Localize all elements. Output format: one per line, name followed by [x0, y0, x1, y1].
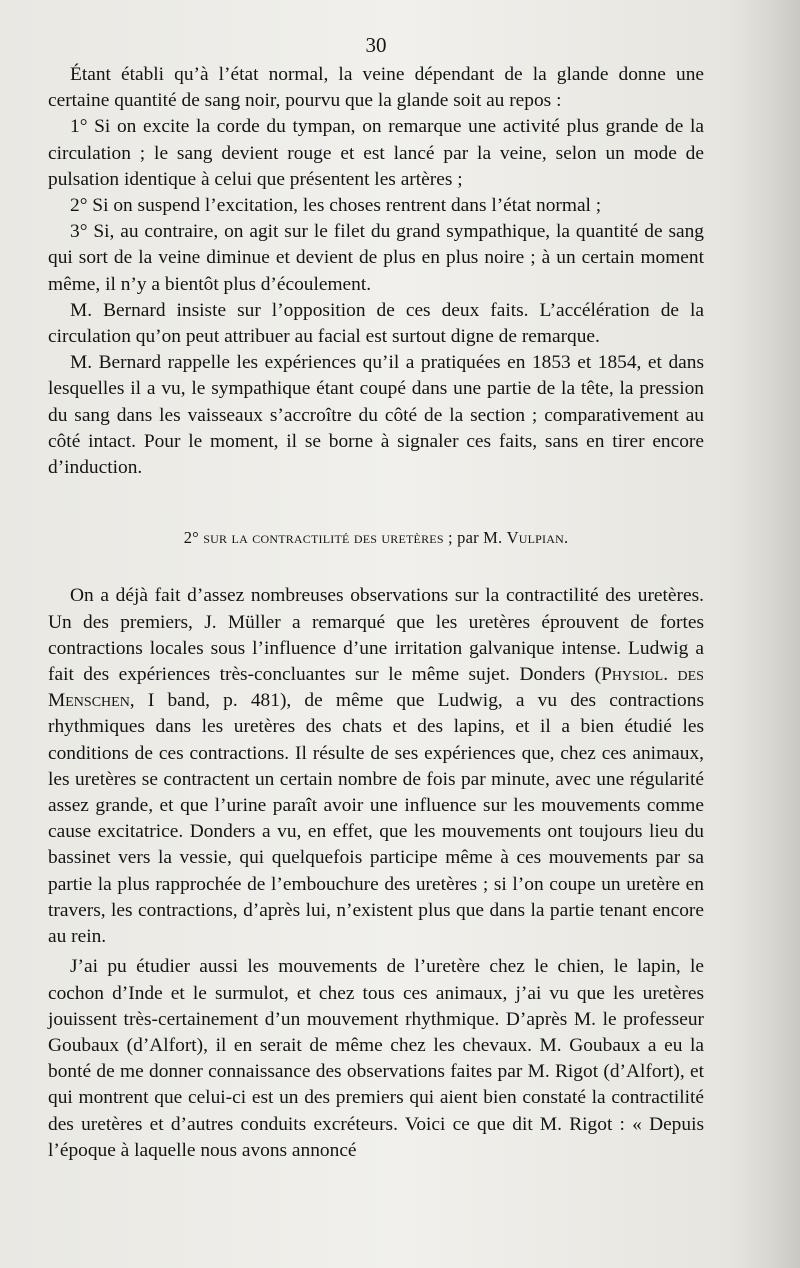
- donders-text-start: Donders (: [519, 664, 602, 686]
- section-title: sur la contractilité des uretères ;: [203, 528, 453, 548]
- section-author: Vulpian.: [506, 528, 569, 548]
- donders-text-rest: I band, p. 481), de même que Ludwig, a vu des contractions rhythmiques dans les uretères des chats et des lapins, et il a bien étudié les conditions de ces contractions. Il résulte de ses expériences que, chez ces animaux, les uretères se contractent un certain nombre de fois par minute, avec une régularité assez grande, et que l’urine paraît avoir une influence sur les mouvements comme cause excitatrice. Donders a vu, en effet, que les mouvements ont toujours lieu du bassinet vers la vessie, qui quelquefois participe même à ces mouvements par sa partie la plus rapprochée de l’embouchure des uretères ; si l’on coupe un uretère en travers, les contractions, d’après lui, n’existent plus que dans la partie tenant encore au rein.: [48, 690, 704, 948]
- page-number: 30: [365, 33, 387, 57]
- page-edge-shadow: [730, 0, 800, 1268]
- paragraph-text: On a déjà fait d’assez nombreuses observations sur la contractilité des uretères. Un des premiers, J. Müller a remarqué que les uretères éprouvent de fortes contractions locales sous l’influence d’une irritation galvanique intense. Ludwig a fait des expériences très-concluantes sur le même sujet.: [48, 585, 704, 686]
- paragraph: 2° Si on suspend l’excitation, les choses rentrent dans l’état normal ;: [70, 195, 602, 217]
- citation-title-cont: des Menschen,: [48, 664, 704, 712]
- paragraph: Étant établi qu’à l’état normal, la veine dépendant de la glande donne une certaine quantité de sang noir, pourvu que la glande soit au repos :: [48, 64, 704, 112]
- citation-title: Physiol.: [601, 664, 669, 686]
- section-heading: [48, 525, 704, 551]
- paragraph: 3° Si, au contraire, on agit sur le filet du grand sympathique, la quantité de sang qui sort de la veine diminue et devient de plus en plus noire ; à un certain moment même, il n’y a bientôt plus d’écoulement.: [48, 221, 704, 295]
- section-number: 2°: [183, 528, 199, 548]
- paragraph: M. Bernard insiste sur l’opposition de ces deux faits. L’accélération de la circulation qu’on peut attribuer au facial est surtout digne de remarque.: [48, 299, 704, 348]
- paragraph: M. Bernard rappelle les expériences qu’il a pratiquées en 1853 et 1854, et dans lesquelles il a vu, le sympathique étant coupé dans une partie de la tête, la pression du sang dans les vaisseaux s’accroître du côté de la section ; comparativement au côté intact. Pour le moment, il se borne à signaler ces faits, sans en tirer encore d’induction.: [48, 352, 704, 479]
- paragraph: 1° Si on excite la corde du tympan, on remarque une activité plus grande de la circulation ; le sang devient rouge et est lancé par la veine, selon un mode de pulsation identique à celui que présentent les artères ;: [48, 116, 704, 190]
- paragraph: J’ai pu étudier aussi les mouvements de l’uretère chez le chien, le lapin, le cochon d’Inde et le surmulot, et chez tous ces animaux, j’ai vu que les uretères jouissent très-certainement d’un mouvement rhythmique. D’après M. le professeur Goubaux (d’Alfort), il en serait de même chez les chevaux. M. Goubaux a eu la bonté de me donner connaissance des observations faites par M. Rigot (d’Alfort), et qui montrent que celui-ci est un des premiers qui aient bien constaté la contractilité des uretères et d’autres conduits excréteurs. Voici ce que dit M. Rigot : « Depuis l’époque à laquelle nous avons annoncé: [48, 956, 704, 1161]
- paragraph: [48, 583, 704, 950]
- section-by: par M.: [457, 528, 503, 548]
